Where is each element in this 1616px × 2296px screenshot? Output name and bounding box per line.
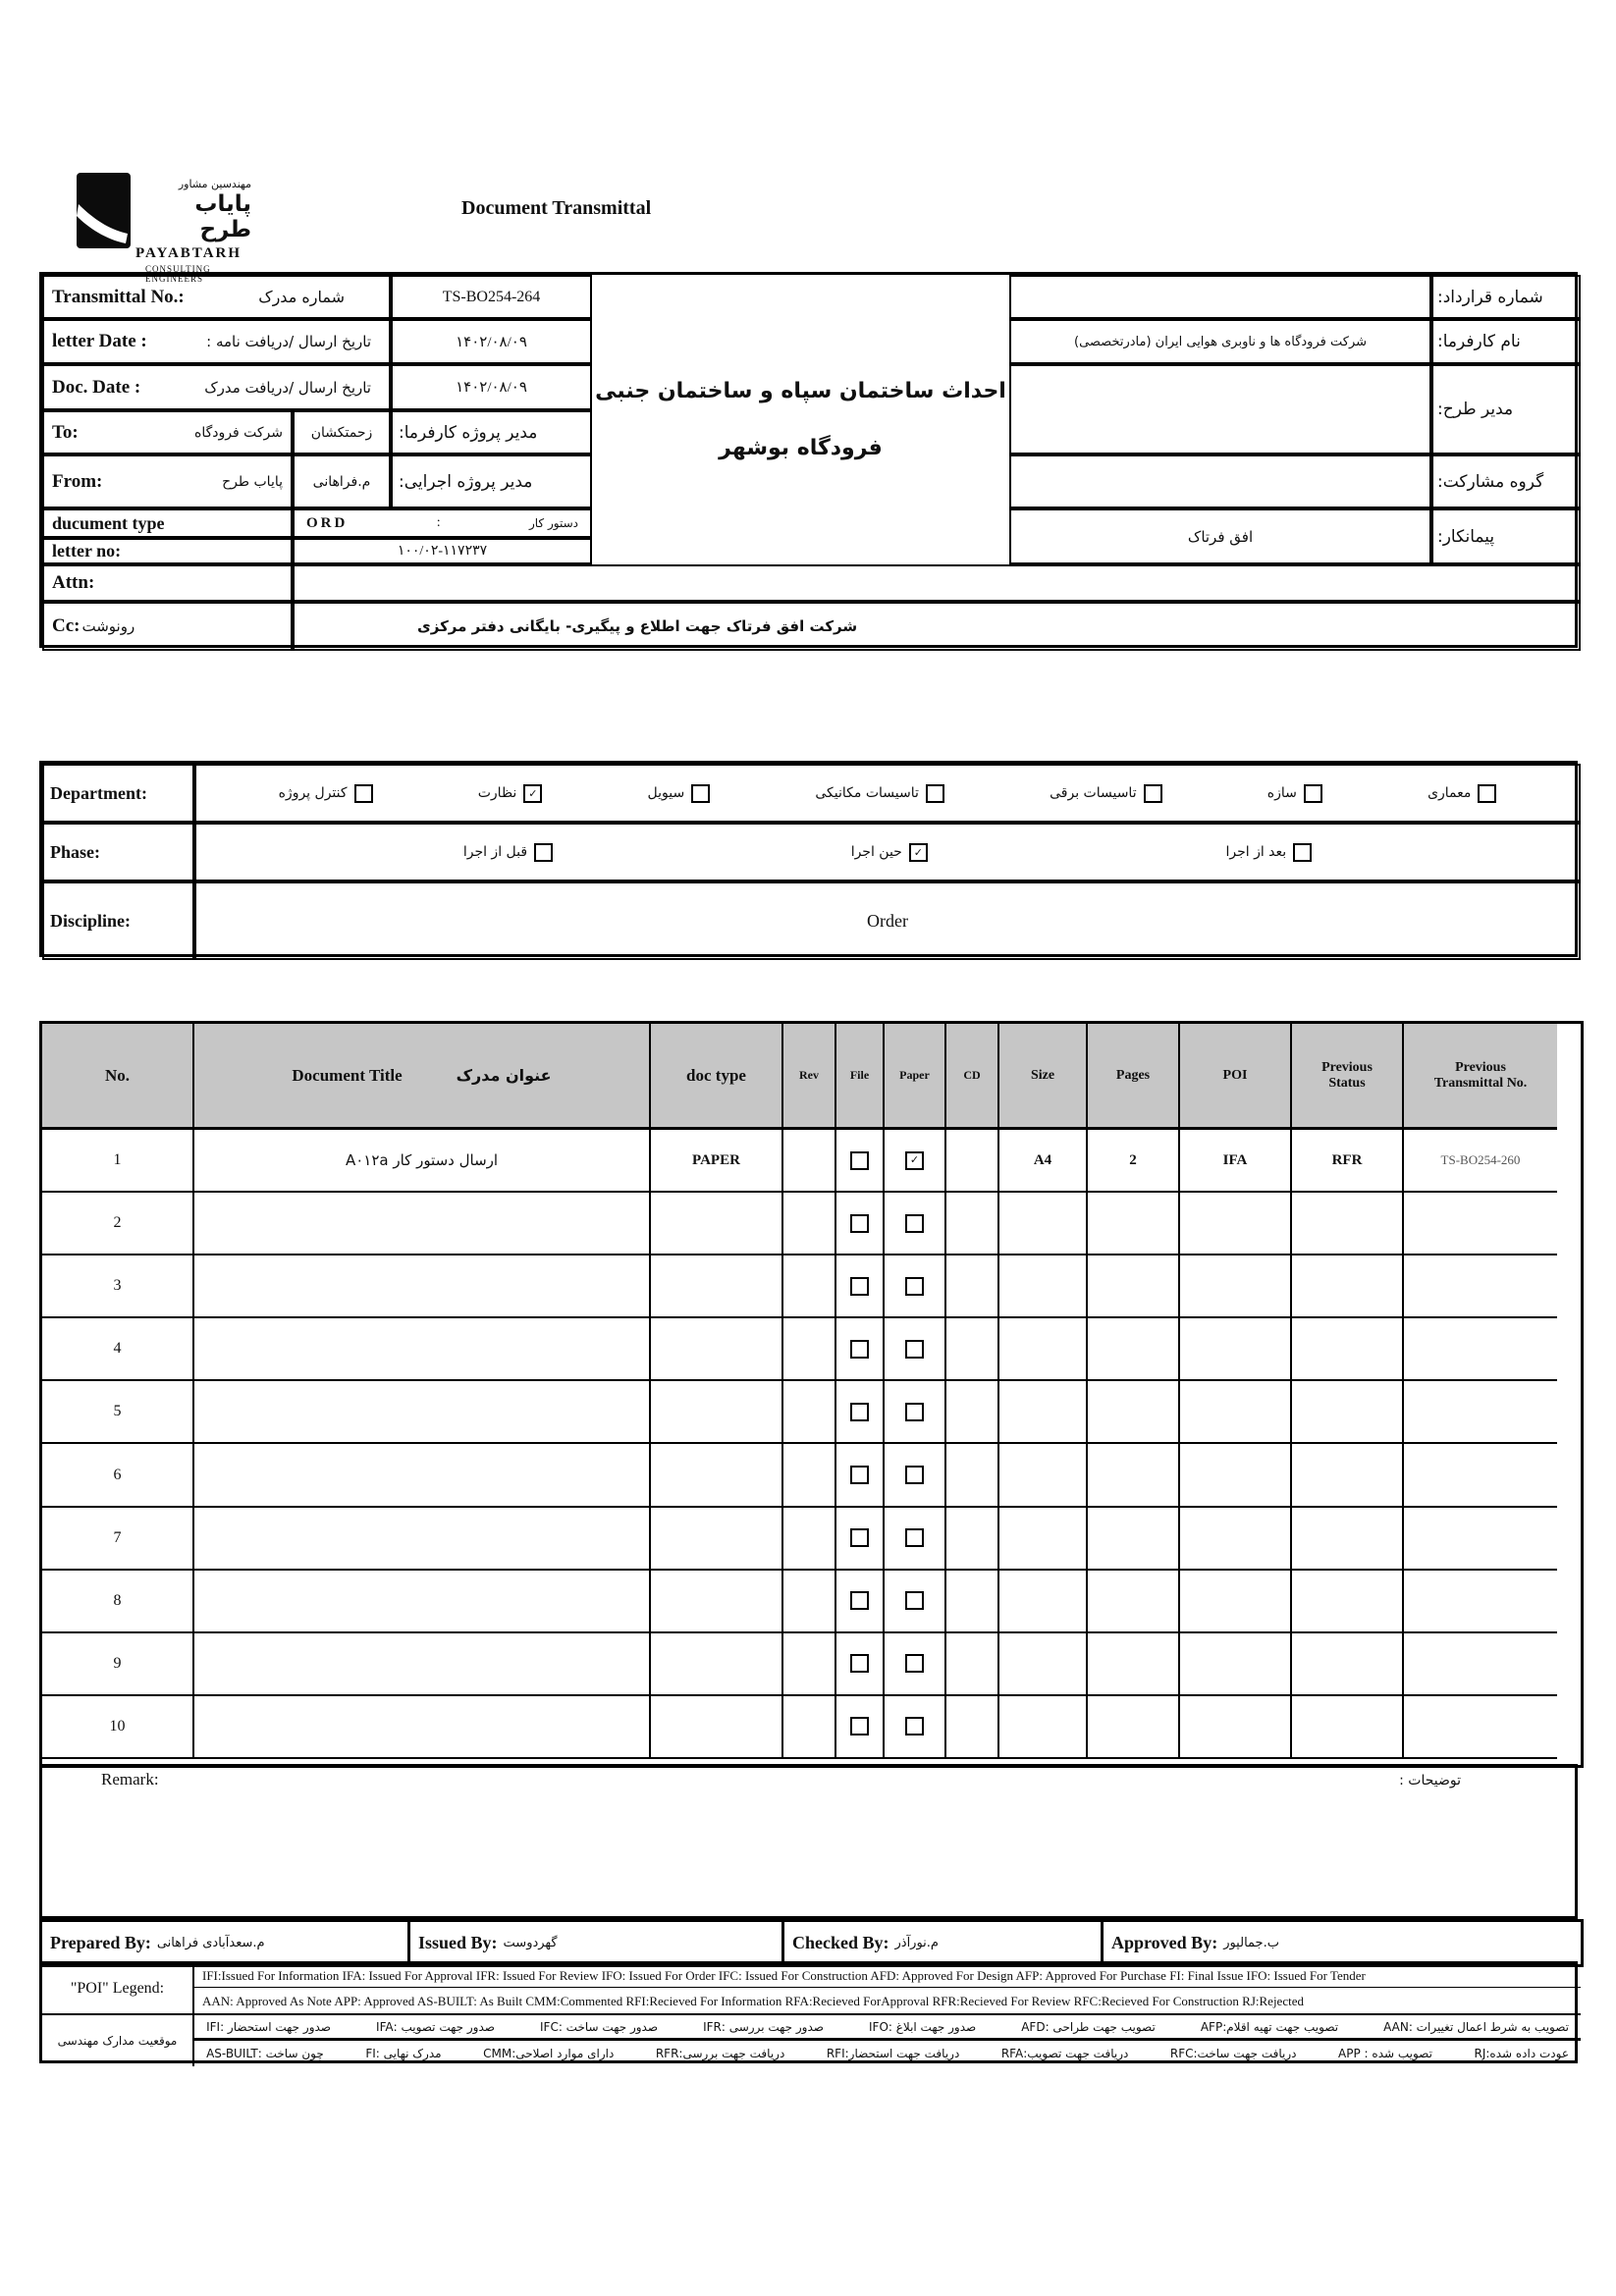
cc-value: شرکت افق فرتاک جهت اطلاع و پیگیری- بایگانی دفتر مرکزی [293, 602, 1581, 651]
row-no: 5 [42, 1381, 194, 1444]
row-rev [783, 1633, 836, 1696]
row-rev [783, 1696, 836, 1759]
document-type-fa: دستور کار [528, 516, 578, 530]
row-file [836, 1508, 885, 1571]
row-cd [946, 1255, 999, 1318]
discipline-value: Order [194, 881, 1581, 960]
file-checkbox-icon[interactable] [850, 1528, 869, 1547]
contract-no-value [1009, 275, 1431, 319]
project-title-line1: احداث ساختمان سپاه و ساختمان جنبی [595, 379, 1006, 404]
file-checkbox-icon[interactable] [850, 1591, 869, 1610]
contractor-value: افق فرتاک [1009, 508, 1431, 564]
legend-item: دارای موارد اصلاحی:CMM [483, 2047, 615, 2060]
signature-name: م.نورآذر [894, 1936, 939, 1950]
check-option-label: بعد از اجرا [1225, 844, 1287, 860]
row-doc-type [651, 1633, 783, 1696]
row-cd [946, 1571, 999, 1633]
check-option-label: معماری [1427, 785, 1472, 801]
check-option[interactable] [463, 843, 553, 862]
info-table [39, 272, 1578, 648]
phase-label: Phase: [42, 823, 194, 881]
legend-en-line1: IFI:Issued For Information IFA: Issued For Approval IFR: Issued For Review IFO: Issued For Order IFC: Issued For Construction AFD: Approved For Design AFP: Approved For Purchase FI: Final Issue IFO: Issued For Tender [194, 1964, 1581, 1988]
col-header-no: No. [42, 1024, 194, 1130]
row-no: 3 [42, 1255, 194, 1318]
file-checkbox-icon[interactable] [850, 1277, 869, 1296]
signature-name: ب.جمالپور [1223, 1936, 1279, 1950]
legend-item: تصویب شده : APP [1338, 2047, 1432, 2060]
check-option[interactable] [815, 784, 944, 803]
check-option[interactable] [478, 784, 543, 803]
document-type-code: ORD [306, 514, 349, 531]
row-rev [783, 1571, 836, 1633]
payabtarh-logo-icon [77, 173, 131, 248]
row-file [836, 1318, 885, 1381]
paper-checkbox-icon[interactable] [905, 1466, 924, 1484]
row-doc-type [651, 1381, 783, 1444]
row-cd [946, 1444, 999, 1507]
row-rev [783, 1193, 836, 1255]
row-document-title [194, 1255, 651, 1318]
row-document-title [194, 1508, 651, 1571]
row-file [836, 1381, 885, 1444]
transmittal-no-value: TS-BO254-264 [391, 275, 592, 319]
attn-value [293, 564, 1581, 602]
legend-item: دریافت جهت تصویب:RFA [1000, 2047, 1129, 2060]
checkbox-icon[interactable] [354, 784, 373, 803]
row-size [999, 1696, 1088, 1759]
check-option[interactable] [1050, 784, 1161, 803]
signature-name: گهردوست [503, 1936, 558, 1950]
paper-checkbox-icon[interactable] [905, 1403, 924, 1421]
row-file [836, 1255, 885, 1318]
row-size: A4 [999, 1130, 1088, 1193]
from-row: From: پایاب طرح [42, 454, 293, 508]
row-previous-transmittal: TS-BO254-260 [1404, 1130, 1557, 1193]
logo-fa-name: پایاب طرح [194, 190, 251, 243]
doc-status-legend-label: موقعیت مدارک مهندسی [42, 2015, 194, 2066]
row-cd [946, 1193, 999, 1255]
row-previous-status [1292, 1508, 1404, 1571]
check-option-label: تاسیسات مکانیکی [815, 785, 919, 801]
row-paper [885, 1508, 946, 1571]
row-document-title [194, 1444, 651, 1507]
row-file [836, 1130, 885, 1193]
row-no: 9 [42, 1633, 194, 1696]
row-file [836, 1193, 885, 1255]
row-file [836, 1633, 885, 1696]
row-poi [1180, 1444, 1292, 1507]
legend-item: صدور جهت ساخت :IFC [540, 2019, 659, 2034]
paper-checkbox-icon[interactable] [905, 1717, 924, 1735]
checkbox-icon[interactable] [1144, 784, 1162, 803]
row-cd [946, 1381, 999, 1444]
row-previous-transmittal [1404, 1508, 1557, 1571]
client-label: نام کارفرما: [1431, 319, 1581, 364]
row-pages [1088, 1571, 1180, 1633]
row-document-title [194, 1193, 651, 1255]
row-paper [885, 1444, 946, 1507]
row-file [836, 1444, 885, 1507]
row-no: 2 [42, 1193, 194, 1255]
row-poi [1180, 1255, 1292, 1318]
row-pages [1088, 1381, 1180, 1444]
doc-date-label: Doc. Date : تاریخ ارسال /دریافت مدرک [42, 364, 391, 410]
row-cd [946, 1633, 999, 1696]
project-title-line2: فرودگاه بوشهر [719, 435, 883, 460]
row-rev [783, 1318, 836, 1381]
row-pages [1088, 1508, 1180, 1571]
row-cd [946, 1508, 999, 1571]
remarks-label-fa: توضیحات : [1399, 1773, 1461, 1789]
check-option[interactable] [1267, 784, 1322, 803]
col-header-cd: CD [946, 1024, 999, 1130]
row-doc-type [651, 1193, 783, 1255]
client-value: شرکت فرودگاه ها و ناوبری هوایی ایران (مادرتخصصی) [1009, 319, 1431, 364]
row-no: 6 [42, 1444, 194, 1507]
from-company: پایاب طرح [222, 473, 283, 490]
checkbox-icon[interactable] [926, 784, 944, 803]
department-label: Department: [42, 764, 194, 823]
document-type-value [293, 508, 592, 538]
col-header-pages: Pages [1088, 1024, 1180, 1130]
legend-item: صدور جهت تصویب :IFA [376, 2019, 495, 2034]
file-checkbox-icon[interactable] [850, 1717, 869, 1735]
row-pages [1088, 1318, 1180, 1381]
checkbox-icon[interactable]: ✓ [909, 843, 928, 862]
check-option[interactable] [851, 843, 928, 862]
row-previous-transmittal [1404, 1193, 1557, 1255]
contractor-label: پیمانکار: [1431, 508, 1581, 564]
row-size [999, 1633, 1088, 1696]
checkbox-icon[interactable] [534, 843, 553, 862]
signature-row [39, 1919, 1584, 1967]
attn-label: Attn: [42, 564, 293, 602]
row-file [836, 1696, 885, 1759]
row-rev [783, 1508, 836, 1571]
logo-en-tagline: CONSULTING ENGINEERS [145, 263, 211, 285]
col-header-previous-status: Previous Status [1292, 1024, 1404, 1130]
row-cd [946, 1130, 999, 1193]
project-title [592, 275, 1009, 564]
row-pages [1088, 1444, 1180, 1507]
cc-label-fa: رونوشت [81, 617, 135, 635]
row-poi [1180, 1571, 1292, 1633]
legend-item: دریافت جهت بررسی:RFR [655, 2047, 785, 2060]
from-role: مدیر پروژه اجرایی: [391, 454, 592, 508]
row-size [999, 1381, 1088, 1444]
document-list-table [39, 1021, 1584, 1768]
to-row: To: شرکت فرودگاه [42, 410, 293, 454]
paper-checkbox-icon[interactable] [905, 1654, 924, 1673]
checkbox-icon[interactable]: ✓ [523, 784, 542, 803]
checkbox-icon[interactable] [1478, 784, 1496, 803]
legend-fa-line2 [194, 2041, 1581, 2066]
letter-date-value: ۱۴۰۲/۰۸/۰۹ [391, 319, 592, 364]
check-option[interactable] [1427, 784, 1496, 803]
jv-group-value [1009, 454, 1431, 508]
row-poi [1180, 1318, 1292, 1381]
legend-item: مدرک نهایی :FI [365, 2047, 442, 2060]
row-doc-type [651, 1444, 783, 1507]
row-rev [783, 1130, 836, 1193]
page-title: Document Transmittal [461, 197, 652, 219]
check-option-label: تاسیسات برقی [1050, 785, 1137, 801]
row-paper [885, 1130, 946, 1193]
paper-checkbox-icon[interactable] [905, 1591, 924, 1610]
row-poi [1180, 1193, 1292, 1255]
row-previous-transmittal [1404, 1633, 1557, 1696]
file-checkbox-icon[interactable] [850, 1403, 869, 1421]
paper-checkbox-icon[interactable] [905, 1214, 924, 1233]
row-previous-status [1292, 1571, 1404, 1633]
row-no: 10 [42, 1696, 194, 1759]
row-previous-status [1292, 1696, 1404, 1759]
row-doc-type [651, 1571, 783, 1633]
row-size [999, 1571, 1088, 1633]
row-paper [885, 1255, 946, 1318]
row-pages [1088, 1633, 1180, 1696]
row-previous-transmittal [1404, 1255, 1557, 1318]
paper-checkbox-icon[interactable] [905, 1340, 924, 1359]
signature-role-label: Checked By: [792, 1933, 889, 1952]
checkbox-icon[interactable] [691, 784, 710, 803]
row-size [999, 1318, 1088, 1381]
row-poi [1180, 1508, 1292, 1571]
legend-item: صدور جهت بررسی :IFR [703, 2019, 824, 2034]
jv-group-label: گروه مشارکت: [1431, 454, 1581, 508]
letter-date-label: letter Date : تاریخ ارسال /دریافت نامه : [42, 319, 391, 364]
checkbox-icon[interactable] [1293, 843, 1312, 862]
row-paper [885, 1696, 946, 1759]
check-option-label: نظارت [477, 785, 517, 801]
remarks-box [39, 1764, 1578, 1919]
design-manager-value [1009, 364, 1431, 454]
row-doc-type: PAPER [651, 1130, 783, 1193]
poi-legend-label: "POI" Legend: [42, 1964, 194, 2015]
legend-item: صدور جهت استحضار :IFI [206, 2019, 331, 2034]
paper-checkbox-icon[interactable] [905, 1528, 924, 1547]
to-role: مدیر پروژه کارفرما: [391, 410, 592, 454]
file-checkbox-icon[interactable] [850, 1654, 869, 1673]
to-company: شرکت فرودگاه [194, 424, 283, 441]
row-doc-type [651, 1508, 783, 1571]
legend-item: دریافت جهت ساخت:RFC [1169, 2047, 1297, 2060]
legend-item: چون ساخت :AS-BUILT [206, 2047, 324, 2060]
row-size [999, 1508, 1088, 1571]
row-pages [1088, 1696, 1180, 1759]
row-previous-transmittal [1404, 1318, 1557, 1381]
classification-table [39, 761, 1578, 957]
letter-no-value: ۱۰۰/۰۲-۱۱۷۲۳۷ [293, 538, 592, 564]
paper-checkbox-icon[interactable]: ✓ [905, 1151, 924, 1170]
paper-checkbox-icon[interactable] [905, 1277, 924, 1296]
file-checkbox-icon[interactable] [850, 1151, 869, 1170]
row-no: 4 [42, 1318, 194, 1381]
logo-text-block [135, 179, 263, 284]
row-previous-transmittal [1404, 1571, 1557, 1633]
signature-cell [1104, 1922, 1581, 1964]
to-person: زحمتکشان [293, 410, 391, 454]
phase-options [194, 823, 1581, 881]
transmittal-no-label: Transmittal No.: شماره مدرک [42, 275, 391, 319]
col-header-doc-type: doc type [651, 1024, 783, 1130]
check-option[interactable] [648, 784, 711, 803]
row-previous-transmittal [1404, 1696, 1557, 1759]
logo-fa-tagline: مهندسین مشاور [178, 178, 251, 190]
row-paper [885, 1633, 946, 1696]
row-paper [885, 1318, 946, 1381]
legend-item: تصویب به شرط اعمال تغییرات :AAN [1383, 2019, 1569, 2034]
file-checkbox-icon[interactable] [850, 1466, 869, 1484]
row-doc-type [651, 1696, 783, 1759]
department-options [194, 764, 1581, 823]
row-rev [783, 1255, 836, 1318]
check-option-label: حین اجرا [850, 844, 902, 860]
row-poi: IFA [1180, 1130, 1292, 1193]
row-document-title [194, 1381, 651, 1444]
signature-cell [42, 1922, 410, 1964]
row-previous-transmittal [1404, 1381, 1557, 1444]
discipline-label: Discipline: [42, 881, 194, 960]
legend-item: تصویب جهت طراحی :AFD [1021, 2019, 1156, 2034]
signature-role-label: Issued By: [418, 1933, 498, 1952]
cc-label: Cc: رونوشت [42, 602, 293, 651]
row-poi [1180, 1381, 1292, 1444]
row-previous-status [1292, 1633, 1404, 1696]
col-header-title-fa: عنوان مدرک [456, 1066, 552, 1085]
doc-date-value: ۱۴۰۲/۰۸/۰۹ [391, 364, 592, 410]
contract-no-label: شماره قرارداد: [1431, 275, 1581, 319]
row-document-title: ارسال دستور کار A۰۱۲a [194, 1130, 651, 1193]
file-checkbox-icon[interactable] [850, 1340, 869, 1359]
row-doc-type [651, 1255, 783, 1318]
legend-item: دریافت جهت استحضار:RFI [826, 2047, 960, 2060]
checkbox-icon[interactable] [1304, 784, 1322, 803]
row-document-title [194, 1571, 651, 1633]
legend-item: تصویب جهت تهیه اقلام:AFP [1200, 2019, 1339, 2034]
check-option-label: سیویل [647, 785, 685, 801]
col-header-title: Document Title عنوان مدرک [194, 1024, 651, 1130]
row-document-title [194, 1633, 651, 1696]
check-option-label: قبل از اجرا [462, 844, 528, 860]
col-header-rev: Rev [783, 1024, 836, 1130]
row-paper [885, 1193, 946, 1255]
signature-cell [784, 1922, 1104, 1964]
row-previous-status [1292, 1193, 1404, 1255]
row-no: 7 [42, 1508, 194, 1571]
row-previous-status [1292, 1255, 1404, 1318]
row-previous-status [1292, 1318, 1404, 1381]
remarks-label-en: Remark: [101, 1770, 159, 1789]
row-pages [1088, 1255, 1180, 1318]
from-person: م.فراهانی [293, 454, 391, 508]
row-previous-status [1292, 1444, 1404, 1507]
row-previous-status [1292, 1381, 1404, 1444]
letter-no-label: letter no: [42, 538, 293, 564]
file-checkbox-icon[interactable] [850, 1214, 869, 1233]
check-option[interactable] [279, 784, 373, 803]
legend-fa-line1 [194, 2015, 1581, 2041]
col-header-file: File [836, 1024, 885, 1130]
col-header-previous-transmittal: Previous Transmittal No. [1404, 1024, 1557, 1130]
row-previous-status: RFR [1292, 1130, 1404, 1193]
row-size [999, 1193, 1088, 1255]
row-rev [783, 1444, 836, 1507]
row-doc-type [651, 1318, 783, 1381]
signature-name: م.سعدآبادی فراهانی [156, 1936, 265, 1950]
col-header-paper: Paper [885, 1024, 946, 1130]
row-rev [783, 1381, 836, 1444]
row-cd [946, 1696, 999, 1759]
row-paper [885, 1571, 946, 1633]
row-pages [1088, 1193, 1180, 1255]
row-file [836, 1571, 885, 1633]
row-previous-transmittal [1404, 1444, 1557, 1507]
row-pages: 2 [1088, 1130, 1180, 1193]
row-poi [1180, 1633, 1292, 1696]
signature-role-label: Approved By: [1111, 1933, 1218, 1952]
check-option-label: کنترل پروژه [278, 785, 348, 801]
signature-cell [410, 1922, 784, 1964]
document-type-colon: : [436, 515, 441, 530]
row-no: 8 [42, 1571, 194, 1633]
legend-en-line2: AAN: Approved As Note APP: Approved AS-BUILT: As Built CMM:Commented RFI:Recieved For Information RFA:Recieved ForApproval RFR:Recieved For Review RFC:Recieved For Construction RJ:Rejected [194, 1988, 1581, 2015]
signature-role-label: Prepared By: [50, 1933, 151, 1952]
row-poi [1180, 1696, 1292, 1759]
row-size [999, 1444, 1088, 1507]
document-type-label: ducument type [42, 508, 293, 538]
row-cd [946, 1318, 999, 1381]
legend-item: عودت داده شده:RJ [1474, 2047, 1569, 2060]
col-header-poi: POI [1180, 1024, 1292, 1130]
design-manager-label: مدیر طرح: [1431, 364, 1581, 454]
col-header-size: Size [999, 1024, 1088, 1130]
row-document-title [194, 1318, 651, 1381]
row-no: 1 [42, 1130, 194, 1193]
logo-en-name: PAYABTARH [135, 244, 242, 261]
check-option[interactable] [1225, 843, 1312, 862]
row-document-title [194, 1696, 651, 1759]
check-option-label: سازه [1266, 785, 1297, 801]
row-size [999, 1255, 1088, 1318]
legend-box [39, 1961, 1578, 2063]
legend-item: صدور جهت ابلاغ :IFO [869, 2019, 977, 2034]
row-paper [885, 1381, 946, 1444]
